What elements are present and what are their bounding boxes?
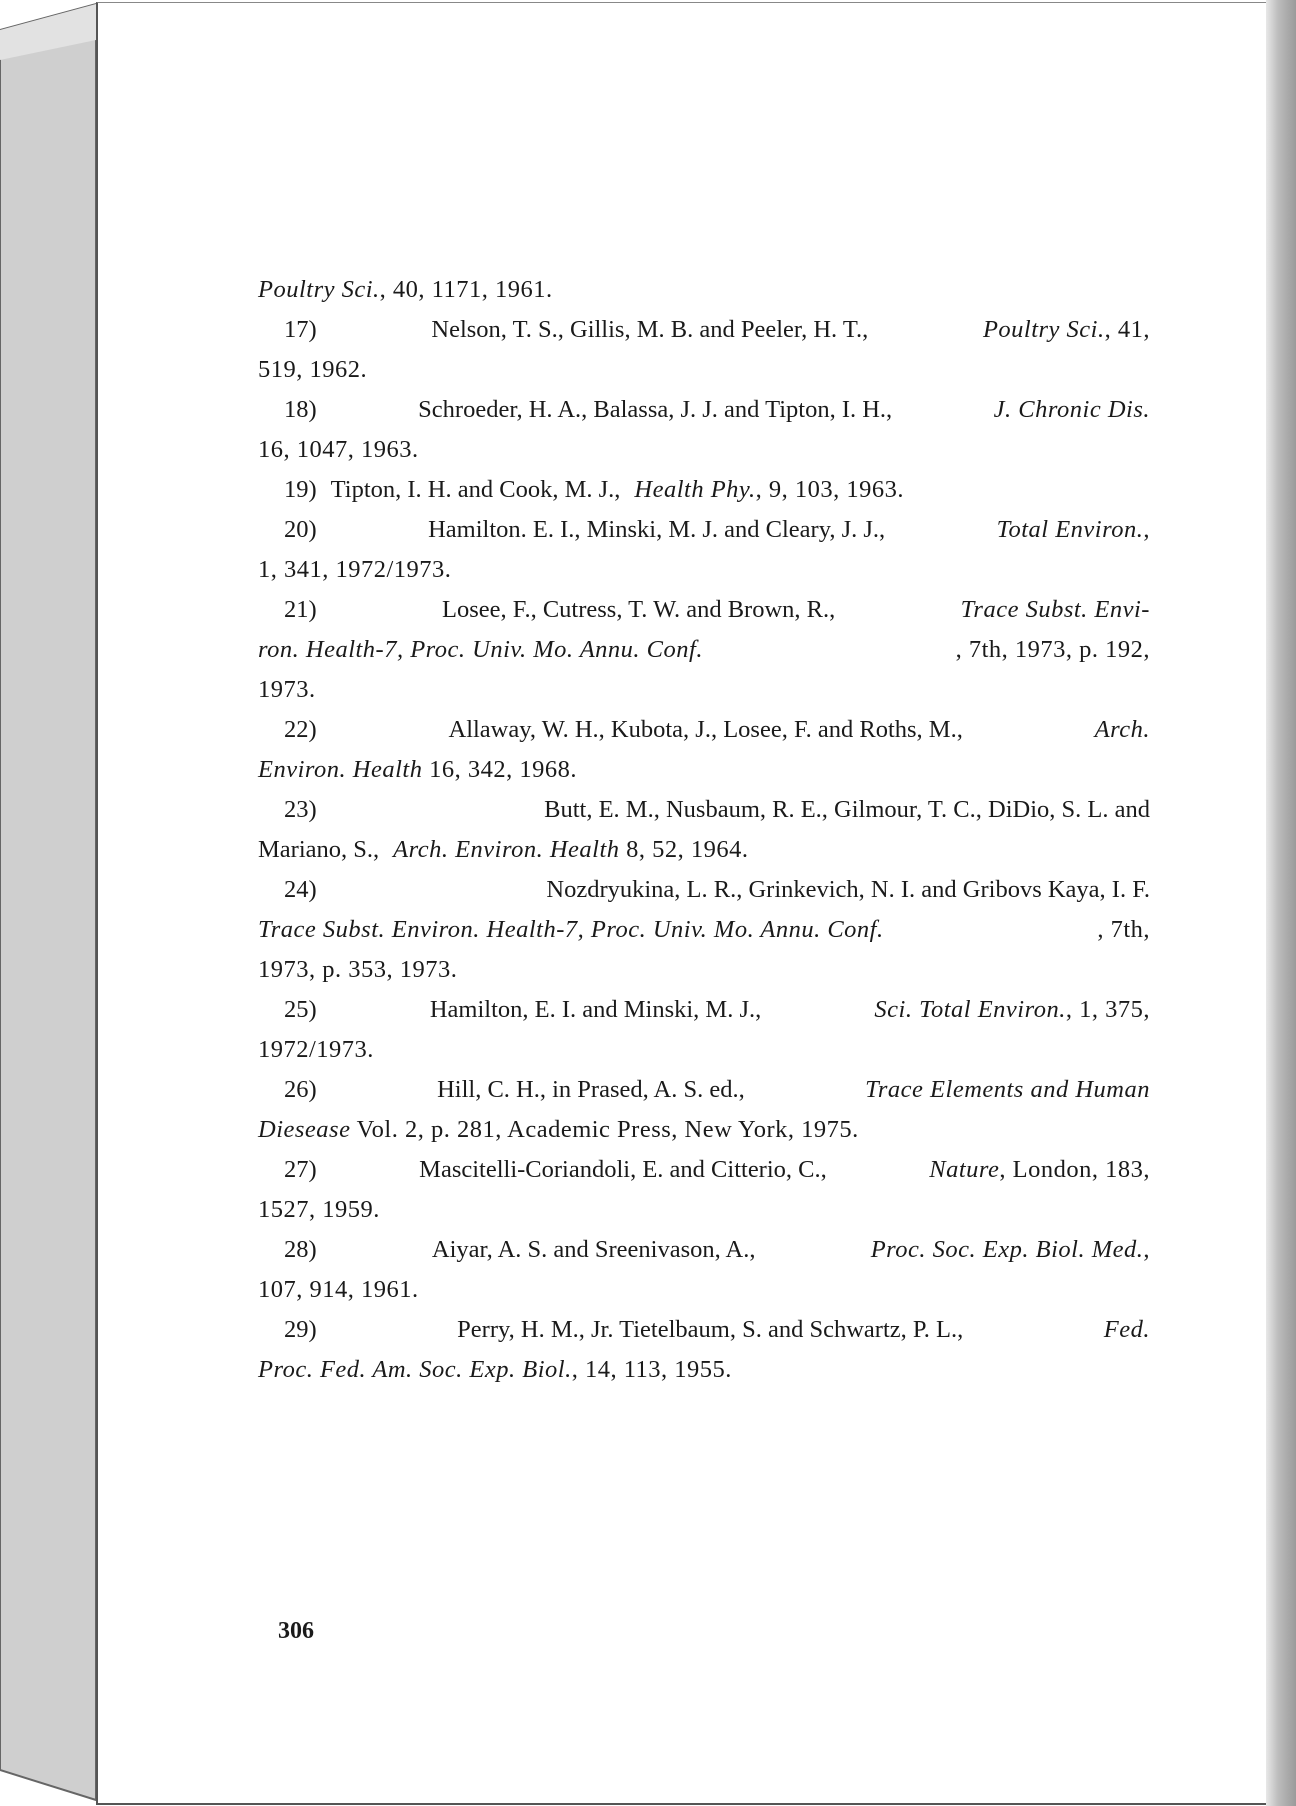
- reference-27: 27) Mascitelli-Coriandoli, E. and Citterio, C., Nature, London, 183,: [284, 1156, 1150, 1183]
- reference-20: 20) Hamilton. E. I., Minski, M. J. and Cleary, J. J., Total Environ.,: [284, 516, 1150, 543]
- reference-line: Mariano, S., Arch. Environ. Health 8, 52, 1964.: [258, 836, 749, 863]
- reference-28: 28) Aiyar, A. S. and Sreenivason, A., Proc. Soc. Exp. Biol. Med.,: [284, 1236, 1150, 1263]
- reference-29: 29) Perry, H. M., Jr. Tietelbaum, S. and Schwartz, P. L., Fed.: [284, 1316, 1150, 1343]
- reference-line: Proc. Fed. Am. Soc. Exp. Biol., 14, 113, 1955.: [258, 1356, 732, 1383]
- reference-17: 17) Nelson, T. S., Gillis, M. B. and Peeler, H. T., Poultry Sci., 41,: [284, 316, 1150, 343]
- reference-25: 25) Hamilton, E. I. and Minski, M. J., Sci. Total Environ., 1, 375,: [284, 996, 1150, 1023]
- reference-line: 519, 1962.: [258, 356, 368, 383]
- reference-line: Environ. Health 16, 342, 1968.: [258, 756, 577, 783]
- reference-22: 22) Allaway, W. H., Kubota, J., Losee, F. and Roths, M., Arch.: [284, 716, 1150, 743]
- reference-line: Trace Subst. Environ. Health-7, Proc. Univ. Mo. Annu. Conf. , 7th,: [258, 916, 1150, 943]
- reference-23: 23) Butt, E. M., Nusbaum, R. E., Gilmour, T. C., DiDio, S. L. and: [284, 796, 1150, 823]
- reference-line: 1, 341, 1972/1973.: [258, 556, 452, 583]
- reference-18: 18) Schroeder, H. A., Balassa, J. J. and Tipton, I. H., J. Chronic Dis.: [284, 396, 1150, 423]
- reference-21: 21) Losee, F., Cutress, T. W. and Brown, R., Trace Subst. Envi-: [284, 596, 1150, 623]
- reference-line: 1527, 1959.: [258, 1196, 380, 1223]
- reference-line: Poultry Sci., 40, 1171, 1961.: [258, 276, 553, 303]
- reference-line: 16, 1047, 1963.: [258, 436, 419, 463]
- reference-line: ron. Health-7, Proc. Univ. Mo. Annu. Conf. , 7th, 1973, p. 192,: [258, 636, 1150, 663]
- reference-line: 1972/1973.: [258, 1036, 374, 1063]
- reference-line: 1973, p. 353, 1973.: [258, 956, 458, 983]
- reference-19: 19) Tipton, I. H. and Cook, M. J., Health Phy., 9, 103, 1963.: [284, 476, 904, 503]
- reference-line: 1973.: [258, 676, 316, 703]
- reference-list: [258, 270, 1150, 1390]
- reference-24: 24) Nozdryukina, L. R., Grinkevich, N. I. and Gribovs Kaya, I. F.: [284, 876, 1150, 903]
- reference-26: 26) Hill, C. H., in Prased, A. S. ed., Trace Elements and Human: [284, 1076, 1150, 1103]
- reference-line: 107, 914, 1961.: [258, 1276, 419, 1303]
- page-number: 306: [278, 1618, 314, 1644]
- page-edge-shadow: [1266, 0, 1296, 1806]
- book-spine: [0, 0, 100, 1806]
- reference-line: Diesease Vol. 2, p. 281, Academic Press, New York, 1975.: [258, 1116, 859, 1143]
